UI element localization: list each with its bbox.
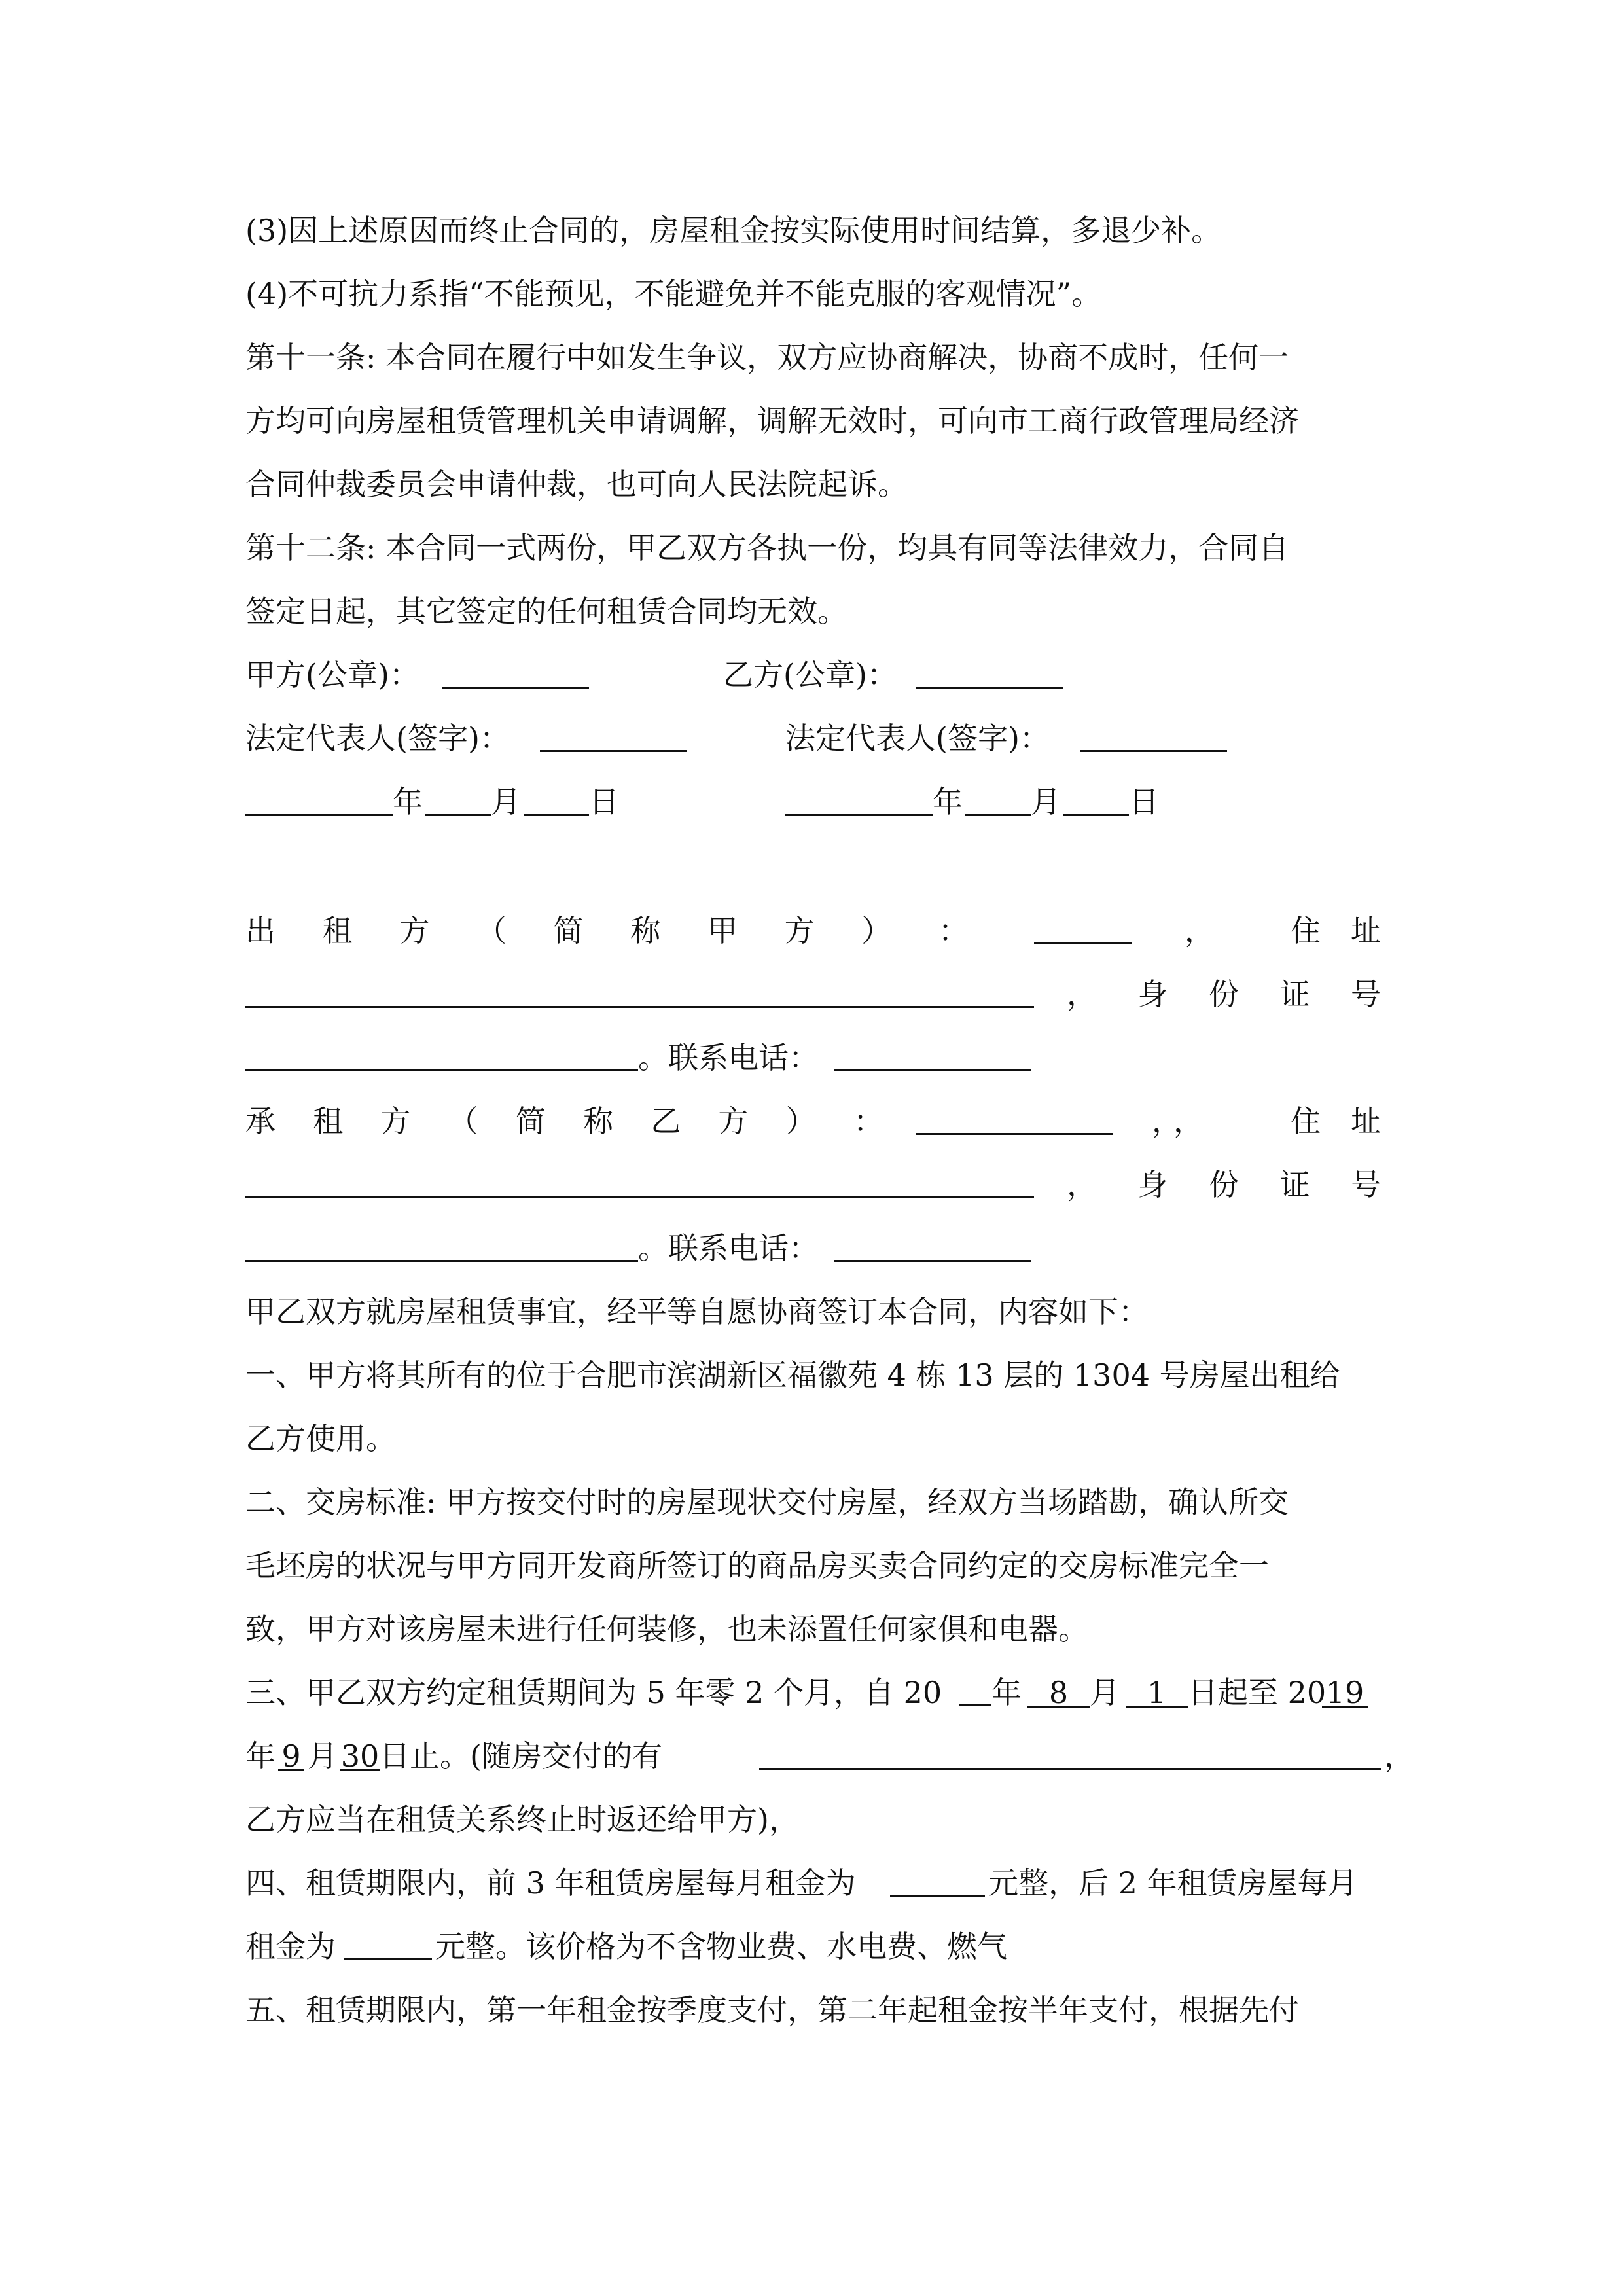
clause-1-line-1: 一、甲方将其所有的位于合肥市滨湖新区福徽苑 4 栋 13 层的 1304 号房屋出租给: [245, 1357, 1340, 1393]
lessor-phone-label: 。联系电话：: [638, 1040, 819, 1075]
date-b-day-blank: [1063, 814, 1129, 816]
date-a-year-blank: [245, 814, 393, 816]
clause-3: (3)因上述原因而终止合同的，房屋租金按实际使用时间结算，多退少补。: [245, 213, 1222, 248]
date-b-year: 年: [933, 784, 963, 819]
lessee-address-label: 住 址: [1291, 1103, 1381, 1139]
party-b-seal-label: 乙方(公章)：: [723, 657, 897, 692]
clause-4-line-1: 四、租赁期限内，前 3 年租赁房屋每月租金为 元整，后 2 年租赁房屋每月: [245, 1865, 1358, 1901]
clause-2-line-3: 致，甲方对该房屋未进行任何装修，也未添置任何家俱和电器。: [245, 1611, 1088, 1647]
rep-a-label: 法定代表人(签字)：: [245, 721, 510, 756]
rep-b-label: 法定代表人(签字)：: [785, 721, 1050, 756]
date-b-month: 月: [1031, 784, 1061, 819]
lessee-label: 承 租 方 （ 简 称 乙 方 ） ：: [245, 1103, 883, 1139]
clause-4-line-2: 租金为 元整。该价格为不含物业费、水电费、燃气: [245, 1929, 1007, 1964]
lessee-id-label: ， 身 份 证 号: [1067, 1167, 1381, 1202]
date-a-year: 年: [393, 784, 423, 819]
lessor-address-blank: [245, 1006, 1034, 1008]
lessee-name-blank: [916, 1133, 1113, 1135]
party-b-seal-blank: [916, 687, 1063, 689]
article-11-line-1: 第十一条: 本合同在履行中如发生争议，双方应协商解决，协商不成时，任何一: [245, 340, 1289, 375]
clause-3-line-2: 年 9 月 30 日止。(随房交付的有 ，: [245, 1736, 1381, 1776]
clause-3-line-1: 三、甲乙双方约定租赁期间为 5 年零 2 个月，自 20 年 8 月 1 日起至 20 19: [245, 1673, 1381, 1712]
date-a-month-blank: [425, 814, 491, 816]
lessor-comma: ，: [1185, 913, 1215, 948]
seal-row: [245, 655, 1381, 694]
article-11-line-3: 合同仲裁委员会申请仲裁，也可向人民法院起诉。: [245, 467, 908, 502]
lessee-phone-blank: [834, 1260, 1031, 1262]
lessee-phone-label: 。联系电话：: [638, 1230, 819, 1266]
rent-first-years-blank: [890, 1895, 985, 1897]
lessee-address-row: [245, 1165, 1381, 1204]
date-a-month: 月: [491, 784, 521, 819]
date-b-day: 日: [1129, 784, 1159, 819]
lessor-address-label: 住 址: [1291, 913, 1381, 948]
date-b-year-blank: [785, 814, 933, 816]
date-a-day-blank: [524, 814, 589, 816]
date-a-day: 日: [589, 784, 619, 819]
handover-items-blank: [759, 1768, 1381, 1770]
clause-2-line-2: 毛坯房的状况与甲方同开发商所签订的商品房买卖合同约定的交房标准完全一: [245, 1548, 1269, 1583]
clause-4: (4)不可抗力系指“不能预见，不能避免并不能克服的客观情况”。: [245, 276, 1102, 312]
clause-1-line-2: 乙方使用。: [245, 1421, 396, 1456]
clause-2-line-1: 二、交房标准: 甲方按交付时的房屋现状交付房屋，经双方当场踏勘，确认所交: [245, 1484, 1289, 1520]
rent-later-years-blank: [344, 1958, 432, 1960]
clause-5-line-1: 五、租赁期限内，第一年租金按季度支付，第二年起租金按半年支付，根据先付: [245, 1992, 1299, 2028]
date-row: [245, 782, 1381, 821]
lessee-row: [245, 1102, 1381, 1141]
date-b-month-blank: [965, 814, 1031, 816]
lessee-phone-row: [245, 1229, 1381, 1268]
lessor-address-row: [245, 975, 1381, 1014]
lessor-name-blank: [1034, 942, 1132, 944]
lessor-phone-row: [245, 1038, 1381, 1077]
lessor-row: [245, 911, 1381, 950]
party-a-seal-blank: [442, 687, 589, 689]
lessee-address-blank: [245, 1196, 1034, 1198]
representative-row: [245, 719, 1381, 758]
lessor-id-label: ， 身 份 证 号: [1067, 977, 1381, 1012]
clause-3-line-3: 乙方应当在租赁关系终止时返还给甲方)，: [245, 1802, 799, 1837]
article-12-line-2: 签定日起，其它签定的任何租赁合同均无效。: [245, 594, 847, 629]
lessee-commas: ，，: [1152, 1103, 1210, 1139]
article-11-line-2: 方均可向房屋租赁管理机关申请调解，调解无效时，可向市工商行政管理局经济: [245, 403, 1299, 439]
lessor-id-blank: [245, 1069, 638, 1071]
lessor-phone-blank: [834, 1069, 1031, 1071]
rep-a-blank: [540, 750, 687, 752]
party-a-seal-label: 甲方(公章)：: [245, 657, 419, 692]
lessor-label: 出 租 方 （ 简 称 甲 方 ） ：: [245, 913, 969, 948]
article-12-line-1: 第十二条: 本合同一式两份，甲乙双方各执一份，均具有同等法律效力，合同自: [245, 530, 1289, 565]
rep-b-blank: [1080, 750, 1227, 752]
lessee-id-blank: [245, 1260, 638, 1262]
intro-line: 甲乙双方就房屋租赁事宜，经平等自愿协商签订本合同，内容如下：: [245, 1294, 1149, 1329]
